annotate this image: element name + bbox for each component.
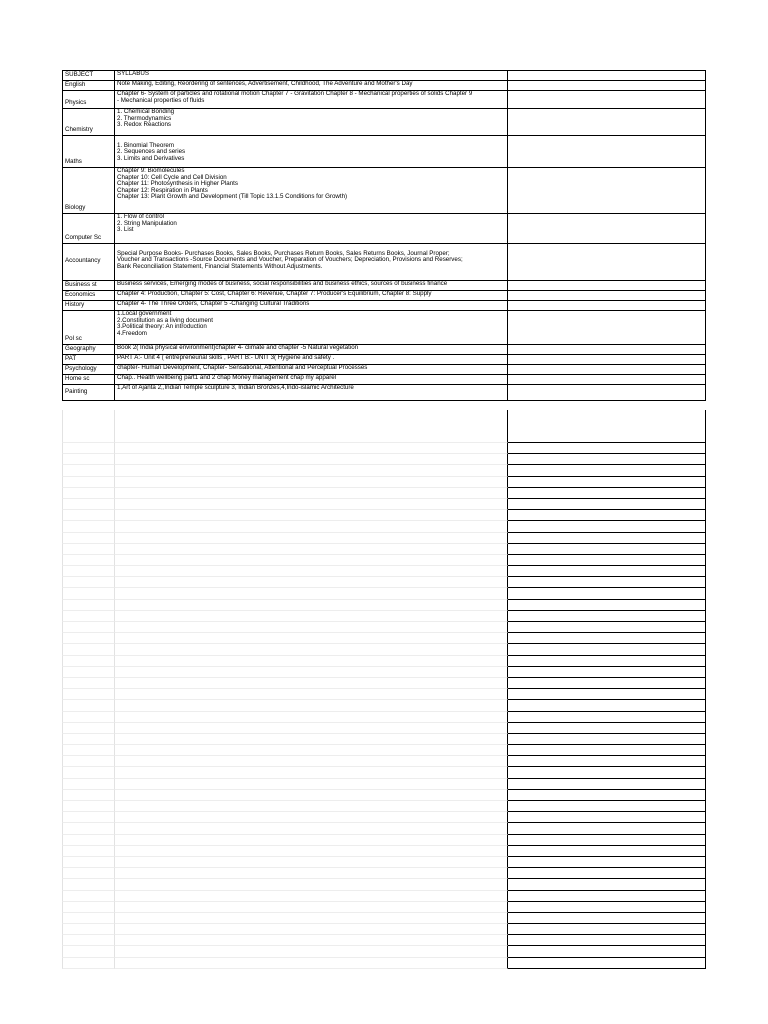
- empty-cell: [508, 913, 706, 924]
- empty-cell: [115, 499, 508, 510]
- table-row: [62, 291, 706, 301]
- empty-cell: [62, 712, 115, 723]
- table-row: [62, 136, 706, 168]
- empty-cell: [508, 801, 706, 812]
- table-row: [62, 281, 706, 291]
- empty-cell: [508, 375, 706, 384]
- empty-cell: [115, 745, 508, 756]
- empty-cell: [62, 667, 115, 678]
- empty-row: [62, 756, 706, 767]
- empty-row: [62, 656, 706, 667]
- empty-cell: [115, 946, 508, 957]
- empty-cell: [115, 477, 508, 488]
- empty-cell: [115, 410, 508, 443]
- empty-cell: [62, 644, 115, 655]
- subject-cell: English: [62, 81, 115, 90]
- empty-cell: [62, 566, 115, 577]
- empty-cell: [62, 902, 115, 913]
- empty-cell: [508, 71, 706, 80]
- empty-cell: [115, 779, 508, 790]
- empty-row: [62, 600, 706, 611]
- table-row: [62, 91, 706, 109]
- syllabus-cell: Chapter 6- System of particles and rotational motion Chapter 7 - Gravitation Chapter 8 - Mechanical properties of solids Chapter 9 - Mechanical properties of fluids: [115, 91, 508, 108]
- empty-cell: [115, 700, 508, 711]
- empty-cell: [508, 410, 706, 443]
- empty-cell: [115, 958, 508, 969]
- subject-cell: Home sc: [62, 375, 115, 384]
- empty-cell: [115, 633, 508, 644]
- empty-row: [62, 622, 706, 633]
- empty-cell: [508, 611, 706, 622]
- empty-cell: [115, 678, 508, 689]
- empty-row: [62, 958, 706, 969]
- empty-row: [62, 779, 706, 790]
- empty-row: [62, 465, 706, 476]
- subject-cell: Business st: [62, 281, 115, 290]
- empty-row: [62, 946, 706, 957]
- table-row: [62, 214, 706, 244]
- empty-row: [62, 700, 706, 711]
- empty-cell: [62, 868, 115, 879]
- empty-cell: [508, 291, 706, 300]
- empty-cell: [115, 879, 508, 890]
- empty-cell: [508, 924, 706, 935]
- empty-row: [62, 935, 706, 946]
- empty-cell: [115, 835, 508, 846]
- empty-row: [62, 521, 706, 532]
- empty-cell: [508, 345, 706, 354]
- empty-row: [62, 678, 706, 689]
- empty-cell: [115, 656, 508, 667]
- empty-row: [62, 734, 706, 745]
- empty-cell: [115, 767, 508, 778]
- empty-cell: [508, 891, 706, 902]
- empty-cell: [62, 812, 115, 823]
- empty-cell: [508, 723, 706, 734]
- empty-row: [62, 689, 706, 700]
- subject-cell: Physics: [62, 91, 115, 108]
- empty-cell: [508, 756, 706, 767]
- table-row: [62, 109, 706, 136]
- empty-cell: [115, 510, 508, 521]
- empty-cell: [62, 857, 115, 868]
- empty-cell: [115, 913, 508, 924]
- empty-cell: [62, 465, 115, 476]
- empty-cell: [62, 510, 115, 521]
- empty-row: [62, 723, 706, 734]
- empty-cell: [508, 846, 706, 857]
- empty-cell: [115, 723, 508, 734]
- table-row: [62, 345, 706, 355]
- empty-cell: [62, 723, 115, 734]
- empty-row: [62, 499, 706, 510]
- empty-cell: [508, 689, 706, 700]
- empty-row: [62, 812, 706, 823]
- empty-cell: [62, 454, 115, 465]
- empty-cell: [62, 891, 115, 902]
- empty-cell: [115, 454, 508, 465]
- empty-cell: [115, 488, 508, 499]
- table-row: [62, 168, 706, 214]
- empty-row: [62, 846, 706, 857]
- empty-cell: [62, 588, 115, 599]
- empty-cell: [508, 857, 706, 868]
- empty-cell: [508, 633, 706, 644]
- empty-row: [62, 566, 706, 577]
- empty-cell: [62, 488, 115, 499]
- empty-cell: [508, 566, 706, 577]
- empty-row: [62, 611, 706, 622]
- syllabus-cell: PART A:- Unit 4 ( entrepreneurial skills , PART B:- UNIT 3( Hygiene and safety .: [115, 355, 508, 364]
- empty-cell: [508, 533, 706, 544]
- empty-cell: [508, 355, 706, 364]
- empty-cell: [508, 91, 706, 108]
- empty-cell: [508, 385, 706, 400]
- empty-row: [62, 924, 706, 935]
- empty-cell: [508, 465, 706, 476]
- empty-cell: [508, 365, 706, 374]
- empty-cell: [62, 555, 115, 566]
- empty-cell: [508, 823, 706, 834]
- empty-cell: [508, 868, 706, 879]
- empty-grid: [62, 410, 706, 969]
- empty-cell: [508, 488, 706, 499]
- empty-cell: [62, 958, 115, 969]
- header-row: [62, 70, 706, 81]
- empty-cell: [508, 109, 706, 135]
- empty-row: [62, 544, 706, 555]
- empty-cell: [62, 790, 115, 801]
- empty-cell: [115, 443, 508, 454]
- empty-cell: [508, 958, 706, 969]
- empty-cell: [508, 136, 706, 167]
- empty-cell: [62, 521, 115, 532]
- empty-row: [62, 667, 706, 678]
- subject-cell: Computer Sc: [62, 214, 115, 243]
- empty-row: [62, 879, 706, 890]
- empty-cell: [62, 477, 115, 488]
- empty-cell: [508, 510, 706, 521]
- empty-cell: [62, 533, 115, 544]
- table-row: [62, 355, 706, 365]
- empty-cell: [62, 656, 115, 667]
- empty-cell: [508, 168, 706, 213]
- empty-row: [62, 510, 706, 521]
- empty-cell: [508, 935, 706, 946]
- empty-row: [62, 745, 706, 756]
- empty-cell: [115, 544, 508, 555]
- empty-row: [62, 633, 706, 644]
- syllabus-cell: 1.Local government 2.Constitution as a living document 3.Political theory: An introduction 4.Freedom: [115, 311, 508, 344]
- empty-cell: [115, 857, 508, 868]
- empty-cell: [115, 712, 508, 723]
- empty-cell: [508, 644, 706, 655]
- empty-cell: [115, 790, 508, 801]
- empty-cell: [115, 734, 508, 745]
- syllabus-cell: Chap.. Health wellbeing part1 and 2 chap Money management chap my apparel: [115, 375, 508, 384]
- subject-header: SUBJECT: [62, 71, 115, 80]
- syllabus-cell: 1,Art of Ajanta 2,,Indian Temple sculpture 3, Indian Bronzes,4,Indo-islamic Architecture: [115, 385, 508, 400]
- empty-cell: [62, 924, 115, 935]
- table-row: [62, 365, 706, 375]
- empty-cell: [508, 835, 706, 846]
- table-row: [62, 375, 706, 385]
- empty-cell: [62, 779, 115, 790]
- empty-row: [62, 891, 706, 902]
- empty-cell: [62, 499, 115, 510]
- empty-cell: [508, 667, 706, 678]
- empty-cell: [508, 600, 706, 611]
- empty-cell: [62, 611, 115, 622]
- empty-row: [62, 857, 706, 868]
- empty-cell: [62, 443, 115, 454]
- empty-cell: [508, 443, 706, 454]
- empty-cell: [62, 913, 115, 924]
- empty-cell: [62, 846, 115, 857]
- syllabus-table: [62, 70, 706, 401]
- empty-cell: [115, 600, 508, 611]
- empty-cell: [115, 465, 508, 476]
- syllabus-cell: chapter- Human Development, Chapter- Sensational, Attentional and Perceptual Processes: [115, 365, 508, 374]
- empty-row: [62, 823, 706, 834]
- empty-cell: [508, 544, 706, 555]
- empty-cell: [115, 868, 508, 879]
- empty-cell: [62, 622, 115, 633]
- empty-cell: [508, 790, 706, 801]
- empty-cell: [508, 812, 706, 823]
- empty-cell: [115, 924, 508, 935]
- empty-cell: [508, 281, 706, 290]
- empty-cell: [62, 756, 115, 767]
- empty-row: [62, 443, 706, 454]
- syllabus-cell: Chapter 4: Production, Chapter 5: Cost, Chapter 6: Revenue, Chapter 7: Producer's Equilibrium, Chapter 8: Supply: [115, 291, 508, 300]
- empty-cell: [115, 644, 508, 655]
- table-row: [62, 244, 706, 281]
- subject-cell: Biology: [62, 168, 115, 213]
- syllabus-cell: Chapter 4- The Three Orders, Chapter 5 -Changing Cultural Traditions: [115, 301, 508, 310]
- subject-cell: Painting: [62, 385, 115, 400]
- empty-cell: [508, 214, 706, 243]
- empty-cell: [508, 301, 706, 310]
- empty-cell: [115, 801, 508, 812]
- empty-cell: [62, 633, 115, 644]
- empty-cell: [508, 499, 706, 510]
- empty-row: [62, 577, 706, 588]
- empty-cell: [115, 533, 508, 544]
- empty-cell: [115, 577, 508, 588]
- empty-cell: [115, 588, 508, 599]
- empty-cell: [115, 935, 508, 946]
- empty-row: [62, 767, 706, 778]
- empty-cell: [508, 700, 706, 711]
- empty-cell: [62, 410, 115, 443]
- empty-cell: [508, 946, 706, 957]
- empty-cell: [62, 835, 115, 846]
- empty-cell: [508, 745, 706, 756]
- empty-cell: [62, 734, 115, 745]
- empty-row: [62, 644, 706, 655]
- empty-row: [62, 533, 706, 544]
- empty-cell: [115, 689, 508, 700]
- syllabus-cell: Business services, Emerging modes of business, social responsibilities and business ethics, sources of business finance: [115, 281, 508, 290]
- empty-cell: [62, 678, 115, 689]
- empty-cell: [62, 600, 115, 611]
- empty-cell: [115, 891, 508, 902]
- empty-cell: [62, 577, 115, 588]
- empty-cell: [508, 521, 706, 532]
- empty-cell: [115, 812, 508, 823]
- empty-cell: [62, 700, 115, 711]
- empty-cell: [115, 846, 508, 857]
- table-row: [62, 311, 706, 345]
- subject-cell: Psychology: [62, 365, 115, 374]
- syllabus-cell: 1. Binomial Theorem 2. Sequences and series 3. Limits and Derivatives: [115, 136, 508, 167]
- empty-row: [62, 835, 706, 846]
- empty-cell: [508, 734, 706, 745]
- syllabus-cell: 1. Flow of control 2. String Manipulation 3. List: [115, 214, 508, 243]
- empty-row: [62, 588, 706, 599]
- empty-row: [62, 454, 706, 465]
- syllabus-header: SYLLABUS: [115, 71, 508, 80]
- empty-cell: [115, 756, 508, 767]
- empty-row: [62, 555, 706, 566]
- syllabus-cell: 1. Chemical Bonding 2. Thermodynamics 3. Redox Reactions: [115, 109, 508, 135]
- empty-cell: [508, 767, 706, 778]
- empty-cell: [508, 712, 706, 723]
- empty-cell: [62, 801, 115, 812]
- empty-cell: [508, 311, 706, 344]
- subject-cell: Chemistry: [62, 109, 115, 135]
- empty-cell: [508, 577, 706, 588]
- empty-row: [62, 477, 706, 488]
- empty-cell: [508, 678, 706, 689]
- empty-cell: [115, 566, 508, 577]
- empty-cell: [508, 81, 706, 90]
- syllabus-cell: Book 2( India physical environment)chapter 4- climate and chapter -5 Natural vegetation: [115, 345, 508, 354]
- subject-cell: Geography: [62, 345, 115, 354]
- empty-cell: [115, 622, 508, 633]
- syllabus-cell: Note Making, Editing, Reordering of sentences, Advertisement, Childhood, The Adventure and Mother's Day: [115, 81, 508, 90]
- empty-cell: [62, 935, 115, 946]
- empty-cell: [115, 611, 508, 622]
- empty-cell: [508, 779, 706, 790]
- table-row: [62, 81, 706, 91]
- empty-row: [62, 410, 706, 443]
- empty-cell: [508, 622, 706, 633]
- empty-cell: [508, 656, 706, 667]
- empty-row: [62, 868, 706, 879]
- subject-cell: PAT: [62, 355, 115, 364]
- empty-row: [62, 790, 706, 801]
- empty-cell: [62, 544, 115, 555]
- empty-cell: [508, 555, 706, 566]
- subject-cell: Accountancy: [62, 244, 115, 280]
- empty-cell: [508, 477, 706, 488]
- empty-row: [62, 488, 706, 499]
- empty-cell: [115, 555, 508, 566]
- empty-cell: [62, 767, 115, 778]
- empty-cell: [115, 667, 508, 678]
- empty-cell: [115, 521, 508, 532]
- empty-row: [62, 801, 706, 812]
- empty-row: [62, 902, 706, 913]
- empty-cell: [508, 902, 706, 913]
- empty-cell: [62, 879, 115, 890]
- empty-row: [62, 913, 706, 924]
- empty-row: [62, 712, 706, 723]
- empty-cell: [115, 902, 508, 913]
- table-row: [62, 301, 706, 311]
- empty-cell: [62, 823, 115, 834]
- empty-cell: [508, 454, 706, 465]
- table-row: [62, 385, 706, 401]
- empty-cell: [62, 745, 115, 756]
- empty-cell: [508, 588, 706, 599]
- empty-cell: [508, 244, 706, 280]
- empty-cell: [62, 946, 115, 957]
- empty-cell: [62, 689, 115, 700]
- syllabus-cell: Chapter 9: Biomolecules Chapter 10: Cell Cycle and Cell Division Chapter 11: Photosynthesis in Higher Plants Chapter 12: Respiration in Plants Chapter 13: Plant Growth and Development (Till Topic 13.1.5 Conditions for Growth): [115, 168, 508, 213]
- empty-cell: [115, 823, 508, 834]
- subject-cell: History: [62, 301, 115, 310]
- syllabus-cell: Special Purpose Books- Purchases Books, Sales Books, Purchases Return Books, Sales Returns Books, Journal Proper; Voucher and Transactions -Source Documents and Voucher, Preparation of Vouchers; Depreciation, Provisions and Reserves; Bank Reconciliation Statement, Financial Statements Without Adjustments.: [115, 244, 508, 280]
- subject-cell: Maths: [62, 136, 115, 167]
- subject-cell: Pol sc: [62, 311, 115, 344]
- empty-cell: [508, 879, 706, 890]
- subject-cell: Economics: [62, 291, 115, 300]
